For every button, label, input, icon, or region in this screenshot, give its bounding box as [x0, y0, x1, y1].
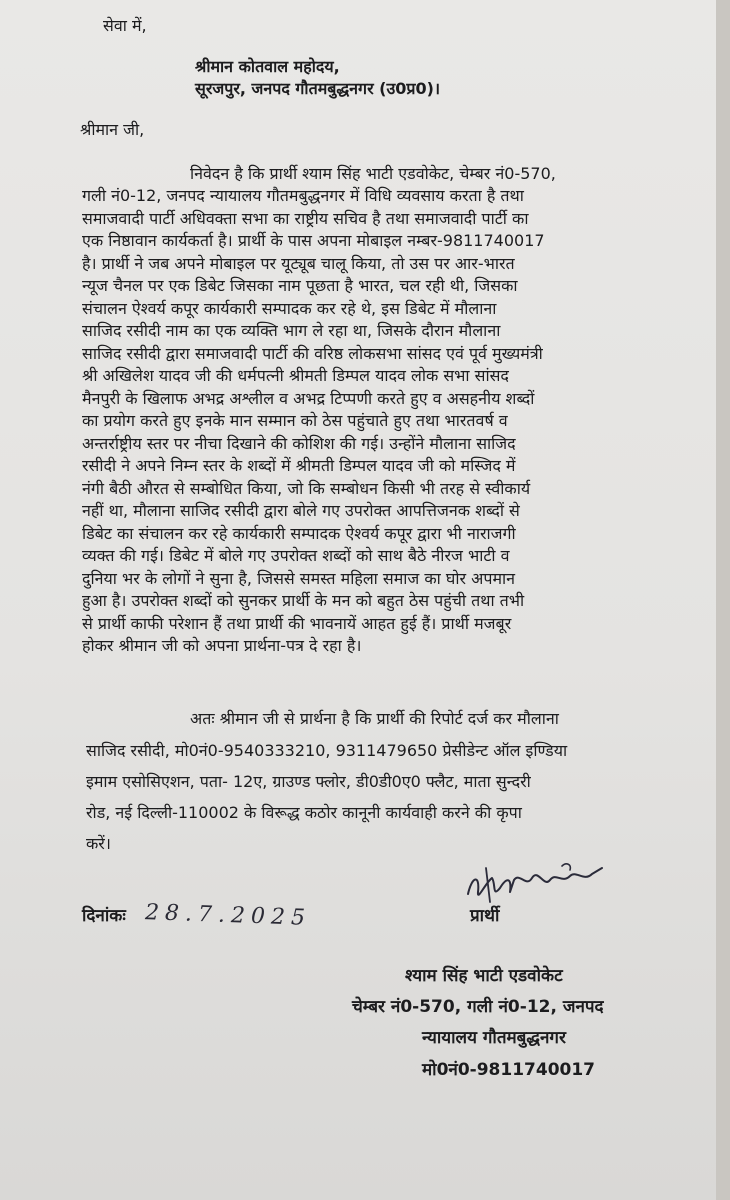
body-line: निवेदन है कि प्रार्थी श्याम सिंह भाटी एडवोकेट, चेम्बर नं0-570,	[190, 164, 556, 183]
body-line: नंगी बैठी औरत से सम्बोधित किया, जो कि सम्बोधन किसी भी तरह से स्वीकार्य	[82, 479, 531, 498]
body-line: व्यक्त की गई। डिबेट में बोले गए उपरोक्त शब्दों को साथ बैठे नीरज भाटी व	[82, 546, 510, 565]
greeting: श्रीमान जी,	[80, 120, 145, 139]
request-line: अतः श्रीमान जी से प्रार्थना है कि प्रार्थी की रिपोर्ट दर्ज कर मौलाना	[190, 709, 559, 728]
sender-name: श्याम सिंह भाटी एडवोकेट	[405, 966, 563, 986]
body-line: मैनपुरी के खिलाफ अभद्र अश्लील व अभद्र टिप्पणी करते हुए व असहनीय शब्दों	[82, 389, 535, 408]
date-label: दिनांकः	[82, 906, 126, 926]
body-line: साजिद रसीदी नाम का एक व्यक्ति भाग ले रहा था, जिसके दौरान मौलाना	[82, 321, 501, 340]
body-line: डिबेट का संचालन कर रहे कार्यकारी सम्पादक ऐश्वर्य कपूर द्वारा भी नाराजगी	[82, 524, 516, 543]
body-line: हुआ है। उपरोक्त शब्दों को सुनकर प्रार्थी के मन को बहुत ठेस पहुंची तथा तभी	[82, 591, 525, 610]
body-line: होकर श्रीमान जी को अपना प्रार्थना-पत्र दे रहा है।	[82, 636, 362, 655]
date-value: 28.7.2025	[144, 900, 312, 931]
body-line: एक निष्ठावान कार्यकर्ता है। प्रार्थी के पास अपना मोबाइल नम्बर-9811740017	[82, 231, 545, 250]
body-line: गली नं0-12, जनपद न्यायालय गौतमबुद्धनगर में विधि व्यवसाय करता है तथा	[82, 186, 524, 205]
addressee-line-2: सूरजपुर, जनपद गौतमबुद्धनगर (उ0प्र0)।	[195, 79, 441, 98]
body-line: संचालन ऐश्वर्य कपूर कार्यकारी सम्पादक कर रहे थे, इस डिबेट में मौलाना	[82, 299, 497, 318]
sender-court: न्यायालय गौतमबुद्धनगर	[422, 1028, 566, 1048]
body-line: श्री अखिलेश यादव जी की धर्मपत्नी श्रीमती डिम्पल यादव लोक सभा सांसद	[82, 366, 509, 385]
body-line: साजिद रसीदी द्वारा समाजवादी पार्टी की वरिष्ठ लोकसभा सांसद एवं पूर्व मुख्यमंत्री	[82, 344, 543, 363]
body-line: समाजवादी पार्टी अधिवक्ता सभा का राष्ट्रीय सचिव है तथा समाजवादी पार्टी का	[82, 209, 529, 228]
body-line: है। प्रार्थी ने जब अपने मोबाइल पर यूट्यूब चालू किया, तो उस पर आर-भारत	[82, 254, 515, 273]
body-line: नहीं था, मौलाना साजिद रसीदी द्वारा बोले गए उपरोक्त आपत्तिजनक शब्दों से	[82, 501, 520, 520]
body-line: न्यूज चैनल पर एक डिबेट जिसका नाम पूछता है भारत, चल रही थी, जिसका	[82, 276, 518, 295]
applicant-label: प्रार्थी	[470, 906, 500, 926]
sender-mobile: मो0नं0-9811740017	[422, 1060, 596, 1080]
body-line: से प्रार्थी काफी परेशान हैं तथा प्रार्थी की भावनायें आहत हुई हैं। प्रार्थी मजबूर	[82, 614, 512, 633]
body-line: अन्तर्राष्ट्रीय स्तर पर नीचा दिखाने की कोशिश की गई। उन्होंने मौलाना साजिद	[82, 434, 516, 453]
request-line: करें।	[86, 834, 111, 853]
body-line: दुनिया भर के लोगों ने सुना है, जिससे समस्त महिला समाज का घोर अपमान	[82, 569, 516, 588]
body-line: का प्रयोग करते हुए इनके मान सम्मान को ठेस पहुंचाते हुए तथा भारतवर्ष व	[82, 411, 508, 430]
request-line: साजिद रसीदी, मो0नं0-9540333210, 9311479650 प्रेसीडेन्ट ऑल इण्डिया	[86, 741, 568, 760]
request-line: इमाम एसोसिएशन, पता- 12ए, ग्राउण्ड फ्लोर, डी0डी0ए0 फ्लैट, माता सुन्दरी	[86, 772, 531, 791]
salutation-to: सेवा में,	[103, 16, 147, 35]
page-edge	[716, 0, 730, 1200]
request-line: रोड, नई दिल्ली-110002 के विरूद्ध कठोर कानूनी कार्यवाही करने की कृपा	[86, 803, 522, 822]
addressee-line-1: श्रीमान कोतवाल महोदय,	[195, 57, 340, 76]
sender-address: चेम्बर नं0-570, गली नं0-12, जनपद	[352, 997, 604, 1017]
body-line: रसीदी ने अपने निम्न स्तर के शब्दों में श्रीमती डिम्पल यादव जी को मस्जिद में	[82, 456, 516, 475]
